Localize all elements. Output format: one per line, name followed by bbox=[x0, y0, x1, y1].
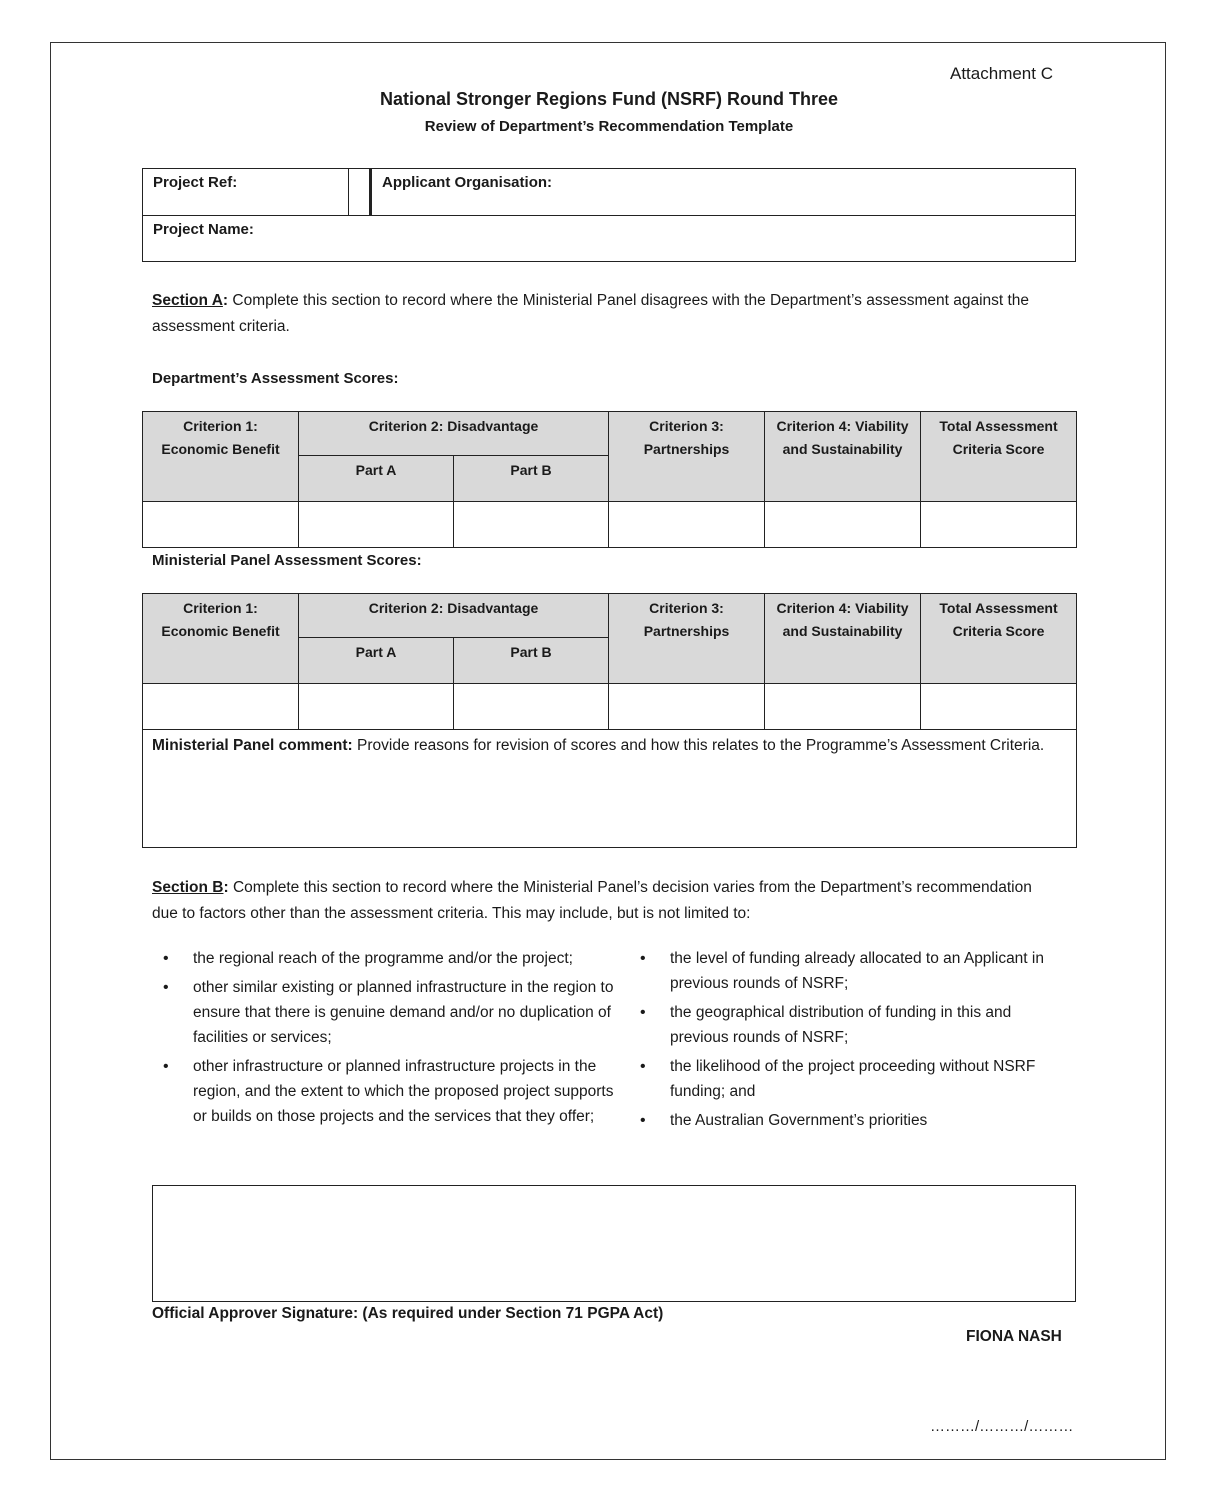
attachment-label: Attachment C bbox=[950, 64, 1053, 83]
section-b-comment-box[interactable] bbox=[152, 1185, 1076, 1302]
dept-scores-label: Department’s Assessment Scores: bbox=[152, 370, 399, 387]
section-b-text: Complete this section to record where the Ministerial Panel’s decision varies from the Department’s recommendation due to factors other than the assessment criteria. This may include, but is not limited to: bbox=[152, 879, 1032, 922]
signature-date[interactable]: ………/………/……… bbox=[930, 1418, 1074, 1435]
panel-col-part-a: Part A bbox=[299, 638, 454, 684]
dept-col-criterion-2: Criterion 2: Disadvantage bbox=[299, 412, 609, 456]
signature-label: Official Approver Signature: (As required under Section 71 PGPA Act) bbox=[152, 1305, 664, 1322]
dept-score-c3[interactable] bbox=[609, 502, 765, 548]
dept-score-c1[interactable] bbox=[143, 502, 299, 548]
project-name-label: Project Name: bbox=[153, 220, 254, 238]
section-b-intro: Section B: Complete this section to record where the Ministerial Panel’s decision varies from the Department’s recommendation due to factors other than the assessment criteria. This may include, but is not limited to: bbox=[152, 879, 1032, 922]
project-name-cell[interactable] bbox=[143, 215, 1076, 262]
dept-col-criterion-4: Criterion 4: Viability and Sustainability bbox=[765, 412, 921, 502]
bullet-item: • other similar existing or planned infrastructure in the region to ensure that there is genuine demand and/or no duplication of facilities or services; bbox=[143, 975, 618, 1050]
section-a-intro: Section A: Complete this section to record where the Ministerial Panel disagrees with the Department’s assessment against the assessment criteria. bbox=[152, 292, 1030, 335]
dept-col-part-a: Part A bbox=[299, 456, 454, 502]
panel-comment-cell[interactable] bbox=[143, 730, 1077, 848]
dept-score-c4[interactable] bbox=[765, 502, 921, 548]
panel-score-c1[interactable] bbox=[143, 684, 299, 730]
bullet-item: • the regional reach of the programme and/or the project; bbox=[143, 946, 618, 971]
applicant-org-label: Applicant Organisation: bbox=[382, 174, 553, 191]
panel-scores-table bbox=[142, 593, 1077, 848]
panel-col-criterion-4: Criterion 4: Viability and Sustainability bbox=[765, 594, 921, 684]
dept-score-c2a[interactable] bbox=[299, 502, 454, 548]
panel-col-criterion-3: Criterion 3: Partnerships bbox=[609, 594, 765, 684]
project-header-table bbox=[142, 168, 1076, 262]
panel-score-c2b[interactable] bbox=[454, 684, 609, 730]
dept-score-c2b[interactable] bbox=[454, 502, 609, 548]
panel-comment-label: Ministerial Panel comment: bbox=[152, 737, 353, 754]
dept-col-criterion-3: Criterion 3: Partnerships bbox=[609, 412, 765, 502]
project-ref-spacer bbox=[349, 169, 371, 216]
panel-col-part-b: Part B bbox=[454, 638, 609, 684]
section-a-text: Complete this section to record where the Ministerial Panel disagrees with the Department’s assessment against the assessment criteria. bbox=[152, 292, 1030, 335]
dept-score-total[interactable] bbox=[921, 502, 1077, 548]
bullet-item: • the Australian Government’s priorities bbox=[620, 1108, 1070, 1133]
panel-col-criterion-1: Criterion 1: Economic Benefit bbox=[143, 594, 299, 684]
section-a-heading: Section A bbox=[152, 292, 223, 309]
project-ref-label: Project Ref: bbox=[153, 174, 238, 191]
panel-score-total[interactable] bbox=[921, 684, 1077, 730]
panel-score-c3[interactable] bbox=[609, 684, 765, 730]
document-title: National Stronger Regions Fund (NSRF) Round Three bbox=[380, 89, 838, 109]
applicant-org-cell[interactable] bbox=[371, 169, 1076, 216]
approver-name: FIONA NASH bbox=[966, 1328, 1062, 1345]
panel-col-total: Total Assessment Criteria Score bbox=[921, 594, 1077, 684]
bullet-item: • the geographical distribution of funding in this and previous rounds of NSRF; bbox=[620, 1000, 1070, 1050]
panel-score-c2a[interactable] bbox=[299, 684, 454, 730]
bullet-item: • the likelihood of the project proceeding without NSRF funding; and bbox=[620, 1054, 1070, 1104]
section-b-bullets-right bbox=[620, 946, 1070, 1137]
document-subtitle: Review of Department’s Recommendation Template bbox=[424, 118, 794, 135]
bullet-item: • the level of funding already allocated to an Applicant in previous rounds of NSRF; bbox=[620, 946, 1070, 996]
panel-col-criterion-2: Criterion 2: Disadvantage bbox=[299, 594, 609, 638]
panel-comment-text: Provide reasons for revision of scores and how this relates to the Programme’s Assessment Criteria. bbox=[352, 737, 1045, 754]
panel-scores-label: Ministerial Panel Assessment Scores: bbox=[152, 552, 422, 569]
dept-col-total: Total Assessment Criteria Score bbox=[921, 412, 1077, 502]
panel-score-c4[interactable] bbox=[765, 684, 921, 730]
dept-col-criterion-1: Criterion 1: Economic Benefit bbox=[143, 412, 299, 502]
dept-col-part-b: Part B bbox=[454, 456, 609, 502]
project-ref-cell[interactable] bbox=[143, 169, 349, 216]
bullet-item: • other infrastructure or planned infrastructure projects in the region, and the extent to which the proposed project supports or builds on those projects and the services that they offer; bbox=[143, 1054, 618, 1129]
section-b-bullets-left bbox=[143, 946, 618, 1133]
dept-scores-table bbox=[142, 411, 1077, 548]
section-b-heading: Section B bbox=[152, 879, 224, 896]
